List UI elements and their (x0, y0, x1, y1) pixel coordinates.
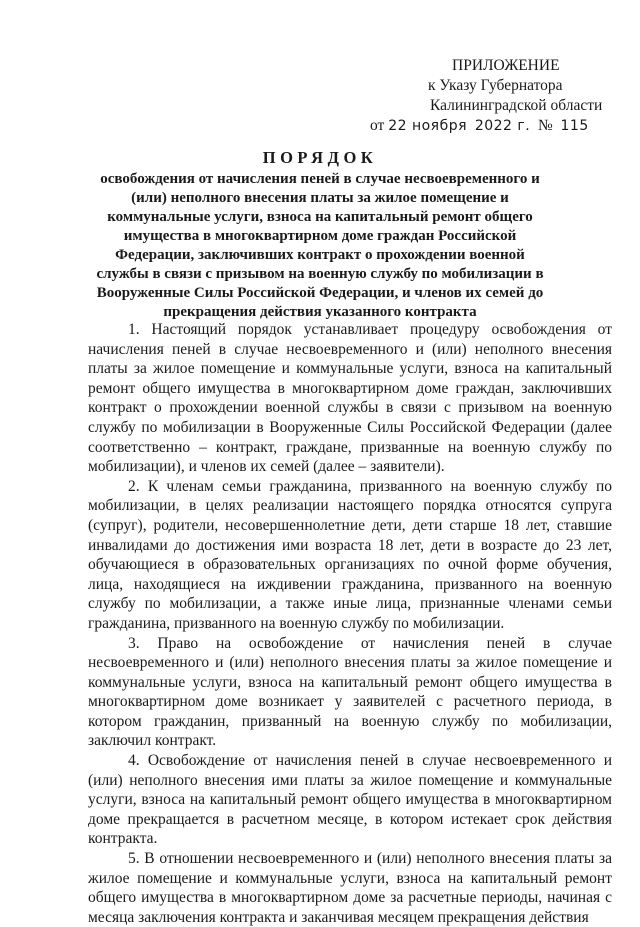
paragraph-5: 5. В отношении несвоевременного и (или) неполного внесения платы за жилое помещение и коммунальные услуги, взноса на капитальный ремонт общего имущества в многоквартирном доме за расчетные периоды, начиная с месяца заключения контракта и заканчивая месяцем прекращения действия (88, 850, 612, 926)
document-body (88, 320, 612, 927)
decree-date: 22 ноября (388, 118, 468, 134)
appendix-title: ПРИЛОЖЕНИЕ (452, 57, 560, 74)
heading-subtitle: освобождения от начисления пеней в случае несвоевременного и (или) неполного внесения платы за жилое помещение и коммунальные услуги, взноса на капитальный ремонт общего имущества в многоквартирном доме граждан Российской Федерации, заключивших контракт о прохождении военной службы в связи с призывом на военную службу по мобилизации в Вооруженные Силы Российской Федерации, и членов их семей до прекращения действия указанного контракта (96, 171, 544, 320)
document-heading (90, 148, 550, 322)
decree-number-sign: № (537, 117, 553, 134)
paragraph-2: 2. К членам семьи гражданина, призванного на военную службу по мобилизации, в целях реализации настоящего порядка относятся супруга (супруг), родители, несовершеннолетние дети, дети старше 18 лет, ставшие инвалидами до достижения ими возраста 18 лет, дети в возрасте до 23 лет, обучающиеся в образовательных организациях по очной форме обучения, лица, находящиеся на иждивении гражданина, призванного на военную службу по мобилизации, а также иные лица, признанные членами семьи гражданина, призванного на военную службу по мобилизации. (88, 477, 612, 632)
decree-number: 115 (560, 118, 589, 134)
appendix-decree-line (370, 116, 610, 136)
heading-title: ПОРЯДОК (262, 148, 378, 167)
appendix-decree-ref: к Указу Губернатора (428, 77, 563, 94)
paragraph-4: 4. Освобождение от начисления пеней в случае несвоевременного и (или) неполного внесения ими платы за жилое помещение и коммунальные услуги, взноса на капитальный ремонт общего имущества в многоквартирном доме прекращается в расчетном месяце, в котором истекает срок действия контракта. (88, 752, 612, 848)
appendix-region: Калининградской области (430, 97, 603, 114)
decree-prefix: от (370, 117, 385, 134)
appendix-block (370, 56, 610, 136)
paragraph-1: 1. Настоящий порядок устанавливает процедуру освобождения от начисления пеней в случае несвоевременного и (или) неполного внесения платы за жилое помещение и коммунальные услуги, взноса на капитальный ремонт общего имущества в многоквартирном доме граждан, заключивших контракт о прохождении военной службы в связи с призывом на военную службу по мобилизации в Вооруженные Силы Российской Федерации (далее соответственно – контракт, граждане, призванные на военную службу по мобилизации), и членов их семей (далее – заявители). (88, 321, 612, 476)
paragraph-3: 3. Право на освобождение от начисления пеней в случае несвоевременного и (или) неполного внесения платы за жилое помещение и коммунальные услуги, взноса на капитальный ремонт общего имущества в многоквартирном доме возникает у заявителей с расчетного периода, в котором гражданин, призванный на военную службу по мобилизации, заключил контракт. (88, 634, 612, 750)
decree-year: 2022 г. (474, 118, 531, 134)
